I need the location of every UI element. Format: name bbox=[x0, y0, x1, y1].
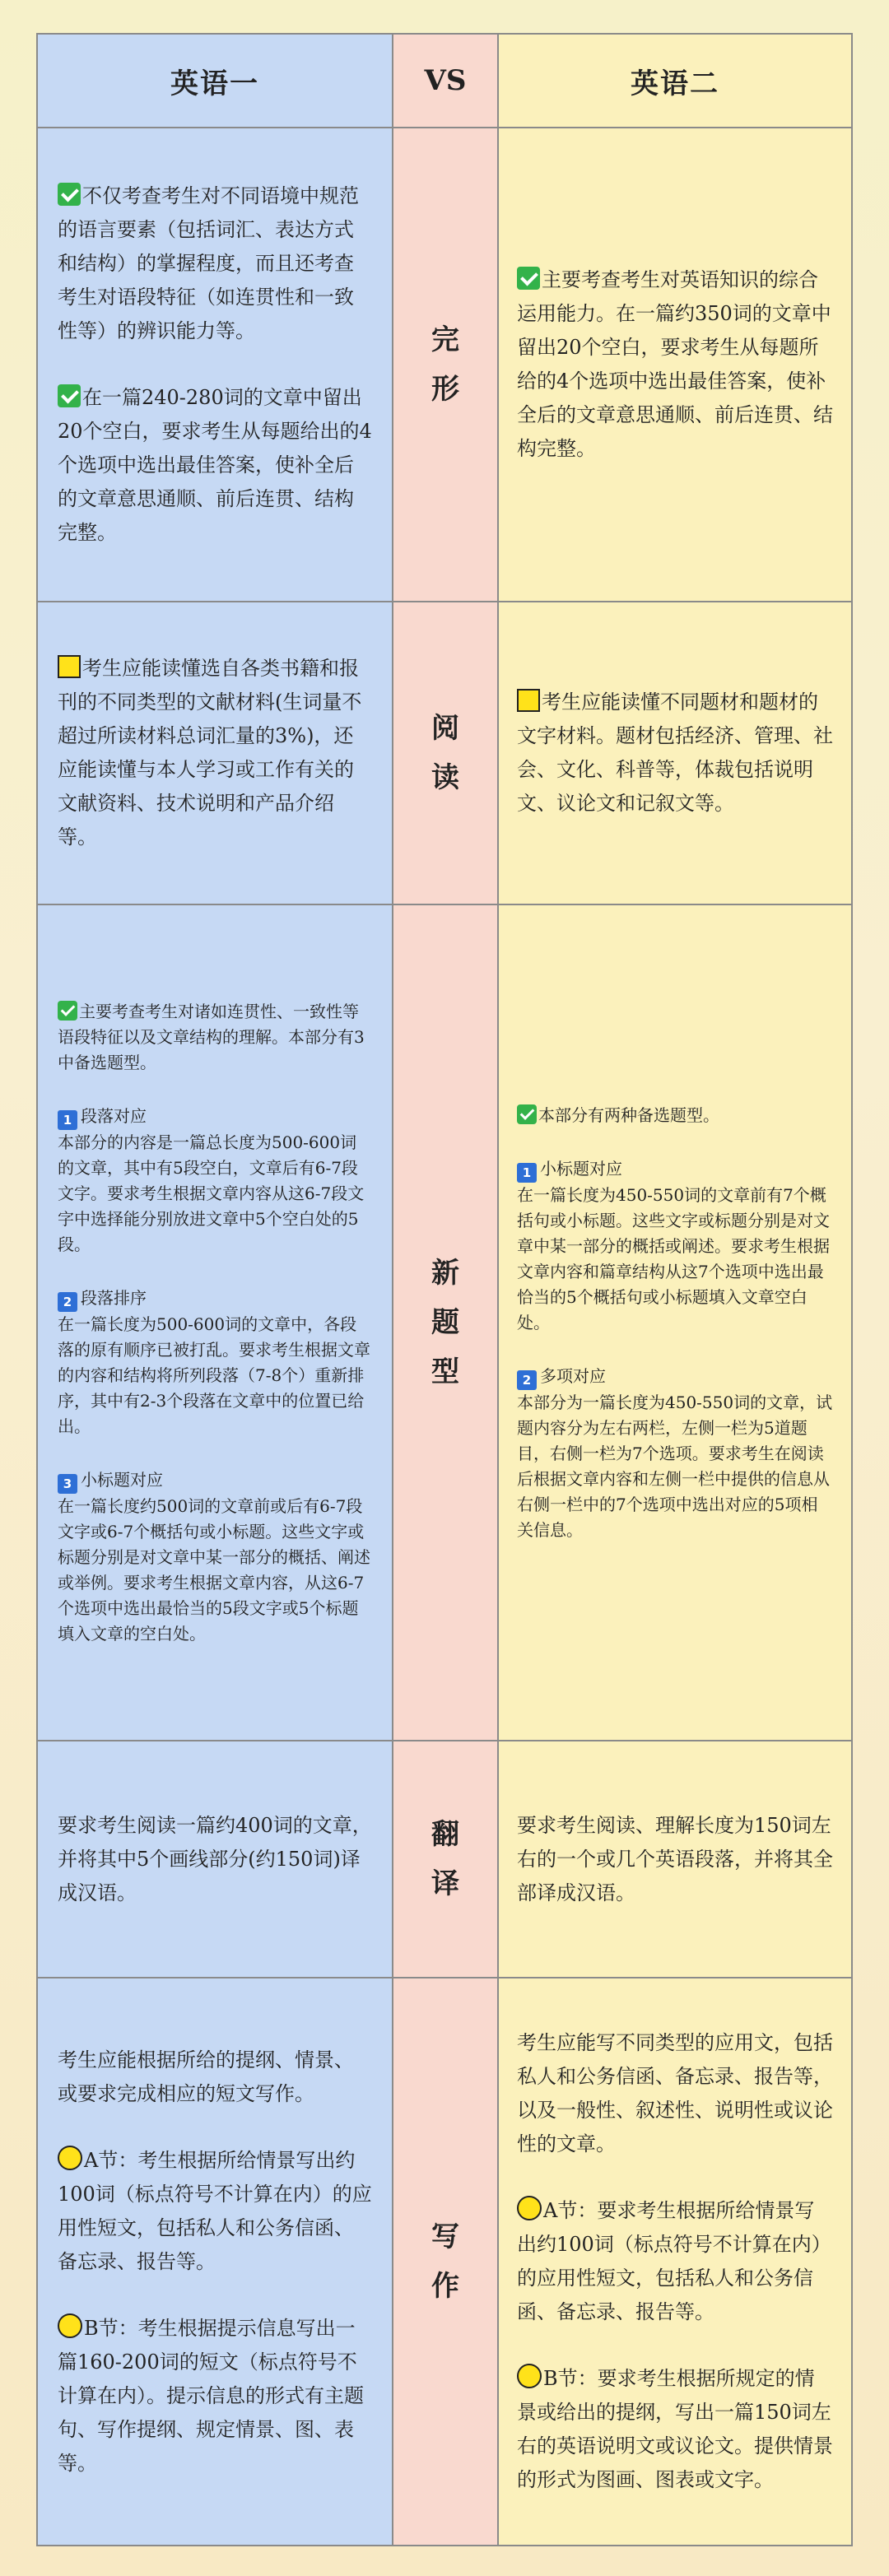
newtype-left-item-2-title: 2 段落排序 bbox=[58, 1286, 372, 1312]
section-reading bbox=[38, 601, 851, 904]
yellow-circle-icon bbox=[58, 2146, 82, 2170]
comparison-table bbox=[36, 33, 853, 2546]
check-icon bbox=[58, 384, 81, 407]
header-middle bbox=[393, 35, 499, 127]
newtype-left-intro: 主要考查考生对诸如连贯性、一致性等语段特征以及文章结构的理解。本部分有3中备选题型。 bbox=[58, 1001, 365, 1072]
yellow-circle-icon bbox=[517, 2364, 542, 2388]
cloze-left bbox=[38, 128, 393, 601]
cloze-left-para-1: 不仅考查考生对不同语境中规范的语言要素（包括词汇、表达方式和结构）的掌握程度，而且还考查考生对语段特征（如连贯性和一致性等）的辨识能力等。 bbox=[58, 184, 359, 342]
number-1-icon: 1 bbox=[517, 1163, 537, 1183]
newtype-left-item-1-body: 本部分的内容是一篇总长度为500-600词的文章，其中有5段空白，文章后有6-7段文字。要求考生根据文章内容从这6-7段文字中选择能分别放进文章中5个空白处的5段。 bbox=[58, 1132, 365, 1254]
header-left-title: 英语一 bbox=[170, 67, 259, 100]
writing-left-part-b: B节：考生根据提示信息写出一篇160-200词的短文（标点符号不计算在内）。提示信息的形式有主题句、写作提纲、规定情景、图、表等。 bbox=[58, 2312, 372, 2481]
writing-right bbox=[499, 1978, 851, 2545]
translation-right bbox=[499, 1741, 851, 1977]
translation-label-cell bbox=[393, 1741, 499, 1977]
number-2-icon: 2 bbox=[517, 1370, 537, 1390]
newtype-label-cell bbox=[393, 905, 499, 1740]
number-2-icon: 2 bbox=[58, 1292, 77, 1312]
translation-left bbox=[38, 1741, 393, 1977]
translation-left-para-1: 要求考生阅读一篇约400词的文章，并将其中5个画线部分(约150词)译成汉语。 bbox=[58, 1813, 372, 1904]
section-label-cloze: 完形 bbox=[431, 323, 459, 406]
writing-right-part-b: B节：要求考生根据所规定的情景或给出的提纲，写出一篇150词左右的英语说明文或议论文。提供情景的形式为图画、图表或文字。 bbox=[517, 2362, 833, 2497]
header-vs: VS bbox=[424, 64, 467, 97]
check-icon bbox=[58, 183, 81, 206]
yellow-circle-icon bbox=[58, 2313, 82, 2338]
writing-label-cell bbox=[393, 1978, 499, 2545]
newtype-left bbox=[38, 905, 393, 1740]
newtype-right-item-2-body: 本部分为一篇长度为450-550词的文章，试题内容分为左右两栏，左侧一栏为5道题目，右侧一栏为7个选项。要求考生在阅读后根据文章内容和左侧一栏中提供的信息从右侧一栏中的7个选项中选出对应的5项相关信息。 bbox=[517, 1392, 833, 1540]
newtype-left-item-1-title: 1 段落对应 bbox=[58, 1104, 372, 1130]
number-3-icon: 3 bbox=[58, 1474, 77, 1494]
reading-left-para-1: 考生应能读懂选自各类书籍和报刊的不同类型的文献材料(生词量不超过所读材料总词汇量的3%)，还应能读懂与本人学习或工作有关的文献资料、技术说明和产品介绍等。 bbox=[58, 657, 362, 849]
newtype-left-item-2-body: 在一篇长度为500-600词的文章中，各段落的原有顺序已被打乱。要求考生根据文章的内容和结构将所列段落（7-8个）重新排序，其中有2-3个段落在文章中的位置已给出。 bbox=[58, 1314, 370, 1436]
writing-right-intro: 考生应能写不同类型的应用文，包括私人和公务信函、备忘录、报告等，以及一般性、叙述性、说明性或议论性的文章。 bbox=[517, 2031, 833, 2155]
writing-left-part-a: A节：考生根据所给情景写出约100词（标点符号不计算在内）的应用性短文，包括私人和公务信函、备忘录、报告等。 bbox=[58, 2144, 372, 2279]
newtype-left-item-3-title: 3 小标题对应 bbox=[58, 1467, 372, 1494]
reading-right-para-1: 考生应能读懂不同题材和题材的文字材料。题材包括经济、管理、社会、文化、科普等，体裁包括说明文、议论文和记叙文等。 bbox=[517, 690, 833, 815]
yellow-square-icon bbox=[517, 689, 540, 712]
translation-right-para-1: 要求考生阅读、理解长度为150词左右的一个或几个英语段落，并将其全部译成汉语。 bbox=[517, 1813, 833, 1904]
writing-left bbox=[38, 1978, 393, 2545]
header-right bbox=[499, 35, 851, 127]
reading-label-cell bbox=[393, 602, 499, 904]
section-label-translation: 翻译 bbox=[431, 1818, 459, 1900]
section-translation bbox=[38, 1740, 851, 1977]
number-1-icon: 1 bbox=[58, 1110, 77, 1130]
cloze-left-para-2: 在一篇240-280词的文章中留出20个空白，要求考生从每题给出的4个选项中选出最佳答案，使补全后的文章意思通顺、前后连贯、结构完整。 bbox=[58, 386, 372, 544]
header-row bbox=[38, 35, 851, 127]
header-right-title: 英语二 bbox=[631, 67, 719, 100]
newtype-left-item-3-body: 在一篇长度约500词的文章前或后有6-7段文字或6-7个概括句或小标题。这些文字或标题分别是对文章中某一部分的概括、阐述或举例。要求考生根据文章内容，从这6-7个选项中选出最恰当的5段文字或5个标题填入文章的空白处。 bbox=[58, 1495, 370, 1644]
newtype-right bbox=[499, 905, 851, 1740]
cloze-right bbox=[499, 128, 851, 601]
check-icon bbox=[517, 267, 540, 290]
newtype-right-item-2-title: 2 多项对应 bbox=[517, 1364, 833, 1390]
writing-left-intro: 考生应能根据所给的提纲、情景、或要求完成相应的短文写作。 bbox=[58, 2048, 354, 2105]
yellow-square-icon bbox=[58, 655, 81, 678]
writing-right-part-a: A节：要求考生根据所给情景写出约100词（标点符号不计算在内）的应用性短文，包括私人和公务信函、备忘录、报告等。 bbox=[517, 2194, 833, 2329]
reading-right bbox=[499, 602, 851, 904]
header-left bbox=[38, 35, 393, 127]
newtype-right-item-1-body: 在一篇长度为450-550词的文章前有7个概括句或小标题。这些文字或标题分别是对文章中某一部分的概括或阐述。要求考生根据文章内容和篇章结构从这7个选项中选出最恰当的5个概括句或小标题填入文章空白处。 bbox=[517, 1184, 830, 1332]
check-icon bbox=[58, 1001, 77, 1021]
section-label-reading: 阅读 bbox=[431, 712, 459, 794]
section-cloze bbox=[38, 127, 851, 601]
section-new-type bbox=[38, 904, 851, 1740]
reading-left bbox=[38, 602, 393, 904]
cloze-label-cell bbox=[393, 128, 499, 601]
check-icon bbox=[517, 1104, 537, 1124]
section-label-new-type: 新题型 bbox=[431, 1257, 459, 1388]
cloze-right-para-1: 主要考查考生对英语知识的综合运用能力。在一篇约350词的文章中留出20个空白，要求考生从每题所给的4个选项中选出最佳答案，使补全后的文章意思通顺、前后连贯、结构完整。 bbox=[517, 268, 833, 460]
section-writing bbox=[38, 1977, 851, 2545]
newtype-right-item-1-title: 1 小标题对应 bbox=[517, 1156, 833, 1183]
yellow-circle-icon bbox=[517, 2196, 542, 2220]
section-label-writing: 写作 bbox=[431, 2220, 459, 2303]
newtype-right-intro: 本部分有两种备选题型。 bbox=[517, 1103, 833, 1128]
